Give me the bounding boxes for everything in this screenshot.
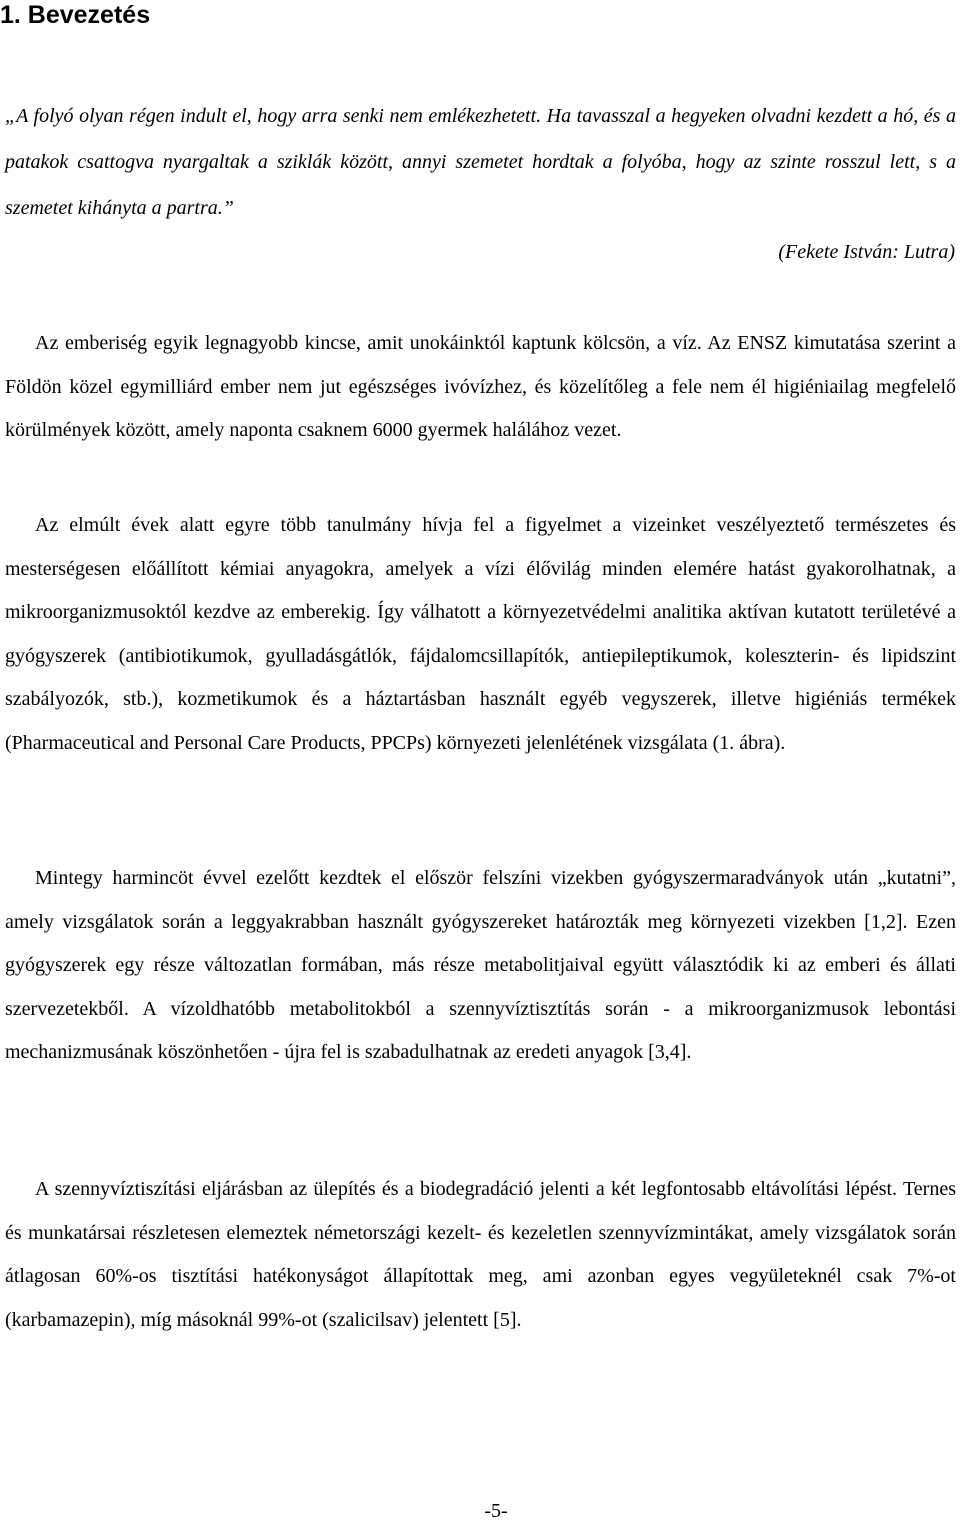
epigraph-quote: „A folyó olyan régen indult el, hogy arra senki nem emlékezhetett. Ha tavasszal a hegyeken olvadni kezdett a hó, és a patakok csattogva nyargaltak a sziklák között, annyi szemetet hordtak a folyóba, hogy az szinte rosszul lett, s a szemetet kihányta a partra.” <box>5 105 956 219</box>
page-number: -5- <box>484 1500 508 1522</box>
paragraph-water-resources: Az emberiség egyik legnagyobb kincse, amit unokáinktól kaptunk kölcsön, a víz. Az ENSZ kimutatása szerint a Földön közel egymilliárd ember nem jut egészséges ivóvízhez, és közelítőleg a fele nem él higiéniailag megfelelő körülmények között, amely naponta csaknem 6000 gyermek halálához vezet. <box>5 332 956 441</box>
paragraph-ppcp-studies: Az elmúlt évek alatt egyre több tanulmány hívja fel a figyelmet a vizeinket veszélyeztető természetes és mesterségesen előállított kémiai anyagokra, amelyek a vízi élővilág minden elemére hatást gyakorolhatnak, a mikroorganizmusoktól kezdve az emberekig. Így válhatott a környezetvédelmi analitika aktívan kutatott területévé a gyógyszerek (antibiotikumok, gyulladásgátlók, fájdalomcsillapítók, antiepileptikumok, koleszterin- és lipidszint szabályozók, stb.), kozmetikumok és a háztartásban használt egyéb vegyszerek, illetve higiéniás termékek (Pharmaceutical and Personal Care Products, PPCPs) környezeti jelenlétének vizsgálata (1. ábra). <box>5 514 956 754</box>
paragraph-drug-residue-history: Mintegy harmincöt évvel ezelőtt kezdtek el először felszíni vizekben gyógyszermaradványok után „kutatni”, amely vizsgálatok során a leggyakrabban használt gyógyszereket határozták meg környezeti vizekben [1,2]. Ezen gyógyszerek egy része változatlan formában, más része metabolitjaival együtt választódik ki az emberi és állati szervezetekből. A vízoldhatóbb metabolitokból a szennyvíztisztítás során - a mikroorganizmusok lebontási mechanizmusának köszönhetően - újra fel is szabadulhatnak az eredeti anyagok [3,4]. <box>5 867 956 1063</box>
section-heading: 1. Bevezetés <box>0 1 151 29</box>
epigraph-attribution: (Fekete István: Lutra) <box>778 241 955 263</box>
paragraph-wastewater-treatment: A szennyvíztiszítási eljárásban az ülepítés és a biodegradáció jelenti a két legfontosabb eltávolítási lépést. Ternes és munkatársai részletesen elemeztek németországi kezelt- és kezeletlen szennyvízmintákat, amely vizsgálatok során átlagosan 60%-os tisztítási hatékonyságot állapítottak meg, ami azonban egyes vegyületeknél csak 7%-ot (karbamazepin), míg másoknál 99%-ot (szalicilsav) jelentett [5]. <box>5 1178 956 1331</box>
